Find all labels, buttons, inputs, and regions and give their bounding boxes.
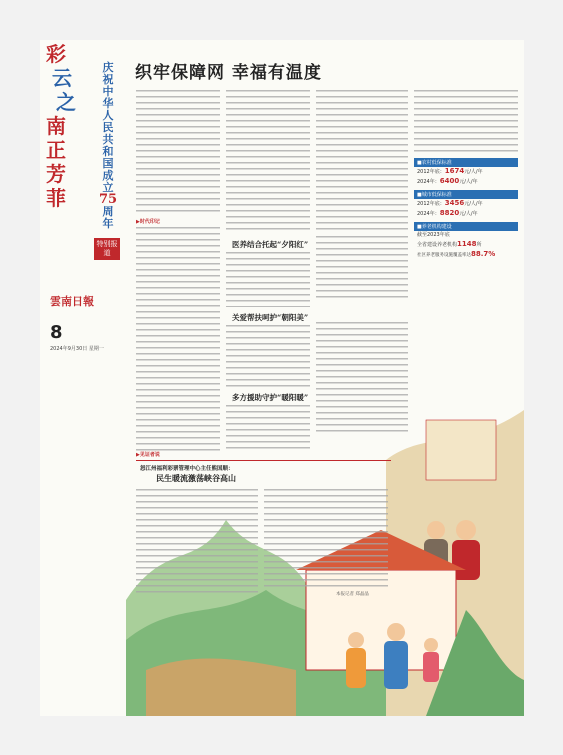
article-column	[316, 90, 408, 230]
stat-row: 2012年底：3456元/人/年	[417, 199, 483, 207]
masthead-char: 正	[46, 138, 66, 162]
article-column	[316, 236, 408, 302]
subhead-assistance: 多方援助守护“暖阳暖”	[232, 393, 309, 402]
byline: 本报记者 郑晶晶	[336, 592, 369, 597]
stat-row: 社区养老服务设施覆盖率达88.7%	[417, 250, 496, 258]
stat-heading: ■城市低保标准	[414, 190, 518, 199]
interview-title-line2: 民生暖流激荡峡谷高山	[156, 473, 236, 483]
article-column	[226, 252, 310, 307]
page-date: 2024年9月30日 星期一	[50, 346, 104, 352]
stat-row: 截至2023年底	[417, 232, 450, 238]
masthead-char: 之	[56, 90, 76, 114]
masthead-char: 芳	[46, 162, 66, 186]
stat-row: 2024年：8820元/人/年	[417, 209, 478, 217]
anniversary-line: 庆祝中华人民共和国成立	[102, 61, 114, 194]
subhead-child-care: 关爱帮扶呵护“朝阳美”	[232, 313, 309, 322]
anniversary-years: 75	[98, 192, 118, 207]
subhead-elderly-care: 医养结合托起“夕阳红”	[232, 240, 309, 249]
masthead-char: 云	[52, 66, 72, 90]
article-column	[136, 489, 258, 597]
stat-heading: ■养老机构建设	[414, 222, 518, 231]
anniversary-slogan	[94, 62, 122, 230]
stat-row: 全省建设养老机构1148所	[417, 240, 482, 248]
article-column	[136, 90, 220, 216]
masthead-char: 菲	[46, 186, 66, 210]
article-column	[414, 90, 518, 152]
article-column	[264, 489, 388, 589]
section-tag-era: ▶时代印记	[136, 219, 160, 225]
interview-section	[136, 452, 391, 599]
article-column	[226, 90, 310, 234]
masthead-char: 彩	[46, 42, 66, 66]
page-number: 8	[50, 322, 63, 343]
stat-heading: ■农村低保标准	[414, 158, 518, 167]
section-tag-witness: ▶见证者说	[136, 452, 160, 458]
page-headline: 织牢保障网 幸福有温度	[135, 63, 322, 83]
masthead	[40, 40, 126, 716]
anniversary-suffix: 周年	[102, 205, 114, 230]
stat-row: 2012年底：1674元/人/年	[417, 167, 483, 175]
stat-row: 2024年：6400元/人/年	[417, 177, 478, 185]
special-report-badge: 特别报道	[94, 238, 120, 260]
stats-panel	[414, 155, 518, 260]
newspaper-page	[40, 40, 524, 716]
interview-title-line1: 怒江州福利彩票管理中心主任熊国顺：	[140, 466, 234, 472]
masthead-char: 南	[46, 114, 66, 138]
paper-logo: 雲南日報	[50, 295, 94, 308]
masthead-calligraphy	[46, 42, 96, 210]
